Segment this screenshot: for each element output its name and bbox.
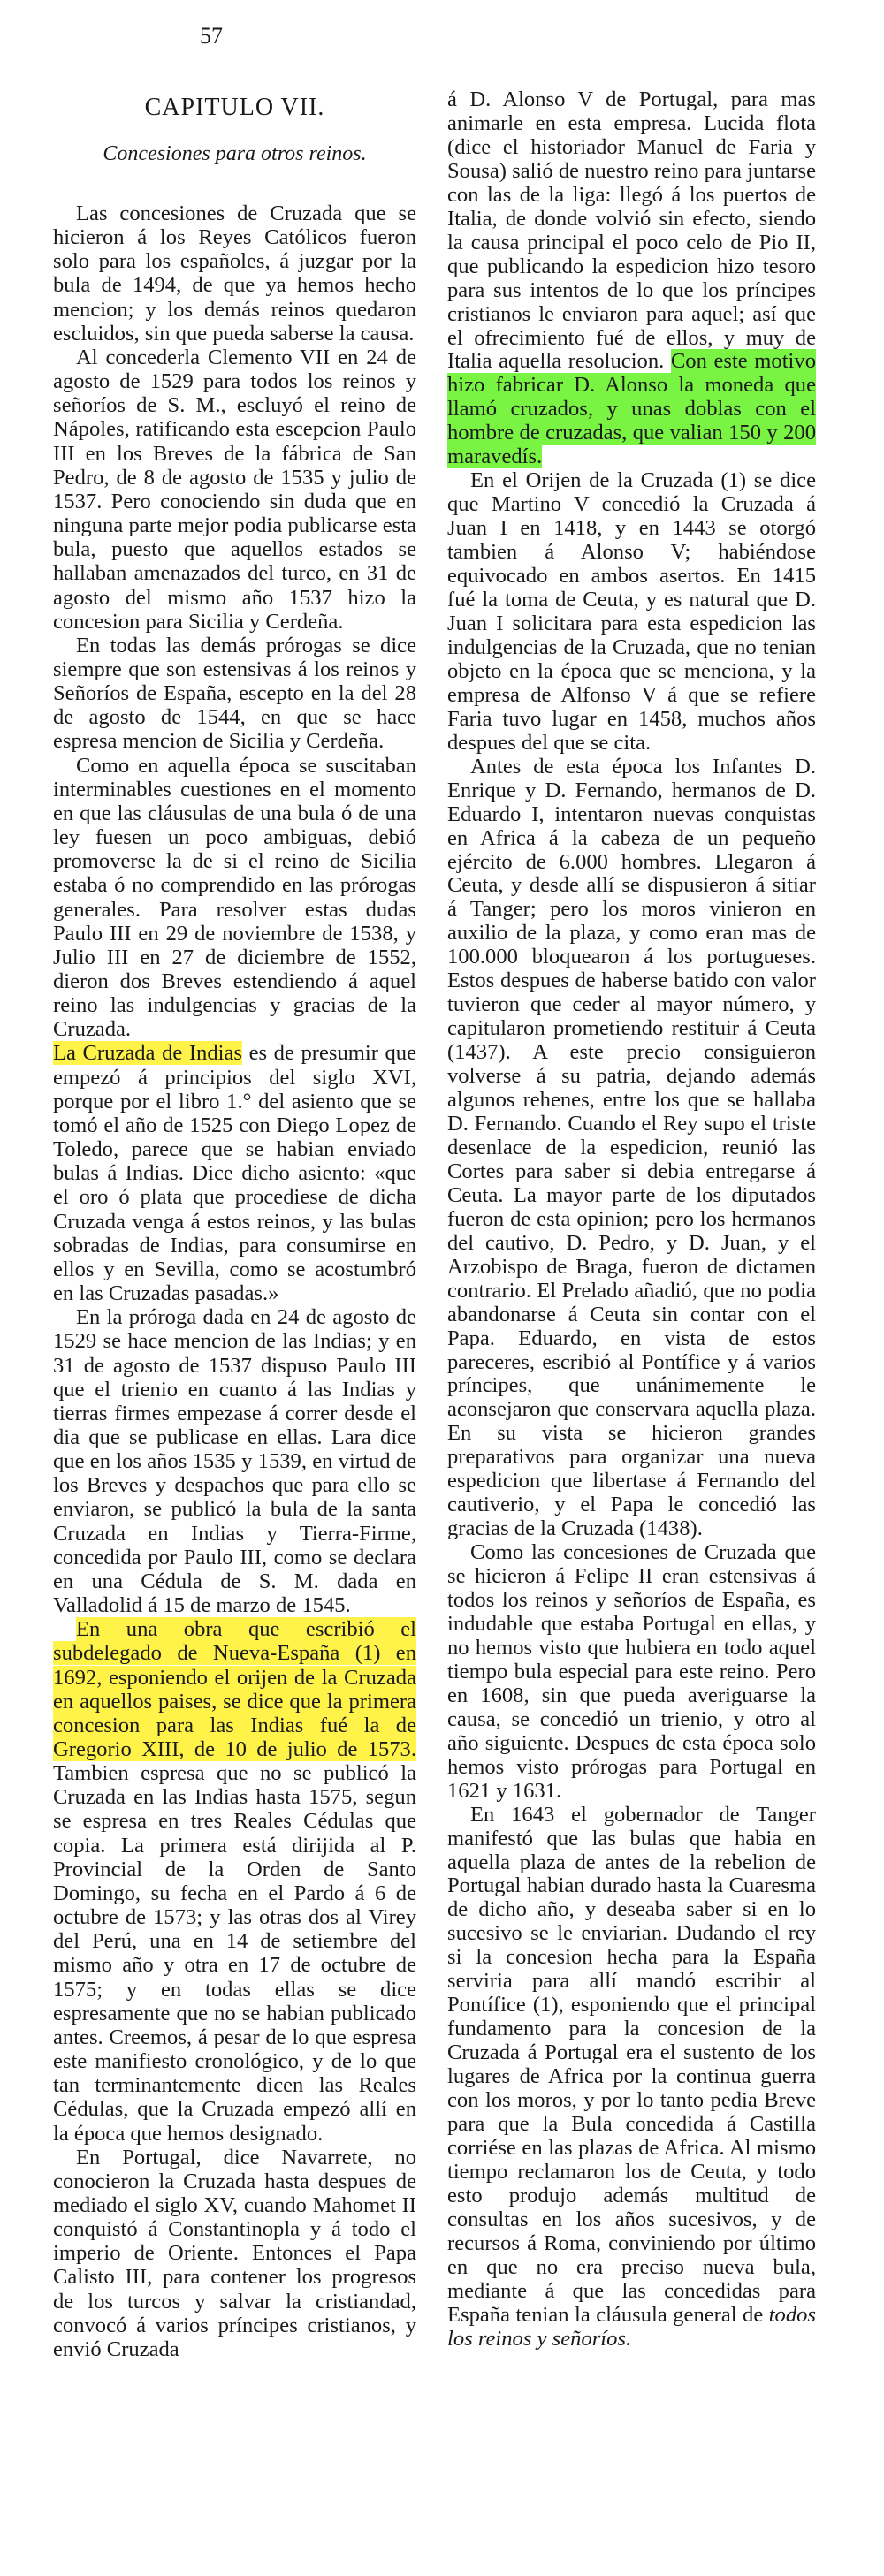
paragraph: En la próroga dada en 24 de agosto de 1529 se hace mencion de las Indias; y en 31 de agosto de 1537 dispuso Paulo III que el trienio en cuanto á las Indias y tierras firmes empezase á correr desde el dia que se publicase en ellas. Lara dice que en los años 1535 y 1539, en virtud de los Breves y despachos que para ello se enviaron, se publicó la bula de la santa Cruzada en Indias y Tierra-Firme, concedida por Paulo III, como se declara en una Cédula de S. M. dada en Valladolid á 15 de marzo de 1545.: [53, 1305, 416, 1618]
paragraph: Como en aquella época se suscitaban interminables cuestiones en el momento en que las cláusulas de una bula ó de una ley fuesen un poco ambiguas, debió promoverse la de si el reino de Sicilia estaba ó no comprendido en las prórogas generales. Para resolver estas dudas Paulo III en 29 de noviembre de 1538, y Julio III en 27 de diciembre de 1552, dieron dos Breves estendiendo á aquel reino las indulgencias y gracias de la Cruzada.: [53, 753, 416, 1042]
paragraph-with-highlight: [447, 88, 816, 469]
left-column: [53, 92, 416, 2361]
paragraph: En el Orijen de la Cruzada (1) se dice que Martino V concedió la Cruzada á Juan I en 1418, y en 1443 se otorgó tambien á Alonso V; habiéndose equivocado en ambos asertos. En 1415 fué la toma de Ceuta, y es natural que D. Juan I solicitara para esta espedicion las indulgencias de la Cruzada, que no tenian objeto en la época que se menciona, y la empresa de Alfonso V á que se refiere Faria tuvo lugar en 1458, muchos años despues del que se cita.: [447, 468, 816, 755]
paragraph: Las concesiones de Cruzada que se hicieron á los Reyes Católicos fueron solo para los españoles, á juzgar por la bula de 1494, de que ya hemos hecho mencion; y los demás reinos quedaron escluidos, sin que pueda saberse la causa.: [53, 201, 416, 346]
green-highlight: Con este motivo hizo fabricar D. Alonso la moneda que llamó cruzados, y unas doblas con el hombre de cruzadas, que valian 150 y 200 maravedís.: [447, 349, 816, 469]
chapter-subtitle: Concesiones para otros reinos.: [103, 142, 367, 165]
paragraph-with-highlight: [53, 1041, 416, 1305]
paragraph-with-italic: [447, 1804, 816, 2352]
paragraph-with-highlight: [53, 1617, 416, 2145]
yellow-highlight: La Cruzada de Indias: [53, 1041, 242, 1066]
paragraph: En todas las demás prórogas se dice siempre que son estensivas á los reinos y Señoríos de España, escepto en la del 28 de agosto de 1544, en que se hace espresa mencion de Sicilia y Cerdeña.: [53, 633, 416, 754]
paragraph: Al concederla Clemento VII en 24 de agosto de 1529 para todos los reinos y señoríos de S. M., escluyó el reino de Nápoles, ratificando esta escepcion Paulo III en los Breves de la fábrica de San Pedro, de 8 de agosto de 1535 y julio de 1537. Pero conociendo sin duda que en ninguna parte mejor podia publicarse esta bula, puesto que aquellos estados se hallaban amenazados del turco, en 31 de agosto del mismo año 1537 hizo la concesion para Sicilia y Cerdeña.: [53, 345, 416, 634]
chapter-title: CAPITULO VII.: [144, 94, 325, 121]
paragraph-text: á D. Alonso V de Portugal, para mas animarle en esta empresa. Lucida flota (dice el historiador Manuel de Faria y Sousa) salió de nuestro reino para juntarse con las de la liga: llegó á los puertos de Italia, de donde volvió sin efecto, siendo la causa principal el poco celo de Pio II, que publicando la espedicion hizo tesoro para sus intentos de lo que los príncipes cristianos le enviaron para aquel; así que el ofrecimiento fué de ellos, y muy de Italia aquella resolucion.: [447, 87, 816, 374]
paragraph: En Portugal, dice Navarrete, no conocieron la Cruzada hasta despues de mediado el siglo XV, cuando Mahomet II conquistó á Constantinopla y á todo el imperio de Oriente. Entonces el Papa Calisto III, para contener los progresos de los turcos y salvar la cristiandad, convocó á varios príncipes cristianos, y envió Cruzada: [53, 2145, 416, 2361]
page-number: 57: [200, 23, 223, 49]
yellow-highlight: En una obra que escribió el subdelegado de Nueva-España (1) en 1692, esponiendo el orijen de la Cruzada en aquellos paises, se dice que la primera concesion para las Indias fué la de Gregorio XIII, de 10 de julio de 1573.: [53, 1617, 416, 1761]
paragraph: Antes de esta época los Infantes D. Enrique y D. Fernando, hermanos de D. Eduardo I, intentaron nuevas conquistas en Africa á la cabeza de un pequeño ejército de 6.000 hombres. Llegaron á Ceuta, y desde allí se dispusieron á sitiar á Tanger; pero los moros vinieron en auxilio de la plaza, y como eran mas de 100.000 bloquearon á los portugueses. Estos despues de haberse batido con valor tuvieron que ceder al mayor número, y capitularon prometiendo restituir á Ceuta (1437). A este precio consiguieron volverse á su patria, dejando además algunos rehenes, entre los que se hallaba D. Fernando. Cuando el Rey supo el triste desenlace de la espedicion, reunió las Cortes para saber si debia entregarse á Ceuta. La mayor parte de los diputados fueron de esta opinion; pero los hermanos del cautivo, D. Pedro, y D. Juan, y el Arzobispo de Braga, fueron de dictamen contrario. El Prelado añadió, que no podia abandonarse á Ceuta sin contar con el Papa. Eduardo, en vista de estos pareceres, escribió al Pontífice y á varios príncipes, que unánimemente le aconsejaron que conservara aquella plaza. En su vista se hicieron grandes preparativos para organizar una nueva espedicion que libertase á Fernando del cautiverio, y el Papa le concedió las gracias de la Cruzada (1438).: [447, 754, 816, 1541]
paragraph-text: En 1643 el gobernador de Tanger manifestó que las bulas que habia en aquella plaza de antes de la rebelion de Portugal habian durado hasta la Cuaresma de dicho año, y deseaba saber si en lo sucesivo se le enviarian. Dudando el rey si la concesion hecha para la España serviria para allí mandó escribir al Pontífice (1), esponiendo que el principal fundamento para la concesion de la Cruzada á Portugal era el sustento de los lugares de Africa por la continua guerra con los moros, y por lo tanto pedia Breve para que la Bula concedida á Castilla corriése en las plazas de Africa. Al mismo tiempo reclamaron los de Ceuta, y todo esto produjo además multitud de consultas en los años sucesivos, y de recursos á Roma, conviniendo por último en que no era preciso nueva bula, mediante á que las concedidas para España tenian la cláusula general de: [447, 1802, 816, 2327]
paragraph-text: es de presumir que empezó á principios del siglo XVI, porque por el libro 1.° del asiento que se tomó el año de 1525 con Diego Lopez de Toledo, parece que se habian enviado bulas á Indias. Dice dicho asiento: «que el oro ó plata que procediese de dicha Cruzada venga á estos reinos, y las bulas sobradas de Indias, para consumirse en ellos y en Sevilla, como se acostumbró en las Cruzadas pasadas.»: [53, 1041, 416, 1306]
paragraph-text: Tambien espresa que no se publicó la Cruzada en las Indias hasta 1575, segun se espresa en tres Reales Cédulas que copia. La primera está dirijida al P. Provincial de la Orden de Santo Domingo, su fecha en el Pardo á 6 de octubre de 1573; y las otras dos al Virey del Perú, una en 14 de setiembre del mismo año y otra en 17 de octubre de 1575; y en todas ellas se dice espresamente que no se habian publicado antes. Creemos, á pesar de lo que espresa este manifiesto cronológico, y de lo que tan terminantemente dicen las Reales Cédulas, que la Cruzada empezó allí en la época que hemos designado.: [53, 1761, 416, 2146]
right-column: [447, 88, 816, 2352]
paragraph: Como las concesiones de Cruzada que se hicieron á Felipe II eran estensivas á todos los reinos y señoríos de España, es indudable que estaba Portugal en ellas, y no hemos visto que hubiera en todo aquel tiempo bula especial para este reino. Pero en 1608, sin que pueda averiguarse la causa, se concedió un trienio, y otro al año siguiente. Despues de esta época solo hemos visto prórogas para Portugal en 1621 y 1631.: [447, 1540, 816, 1803]
italic-text: todos los reinos y señoríos.: [447, 2302, 816, 2351]
